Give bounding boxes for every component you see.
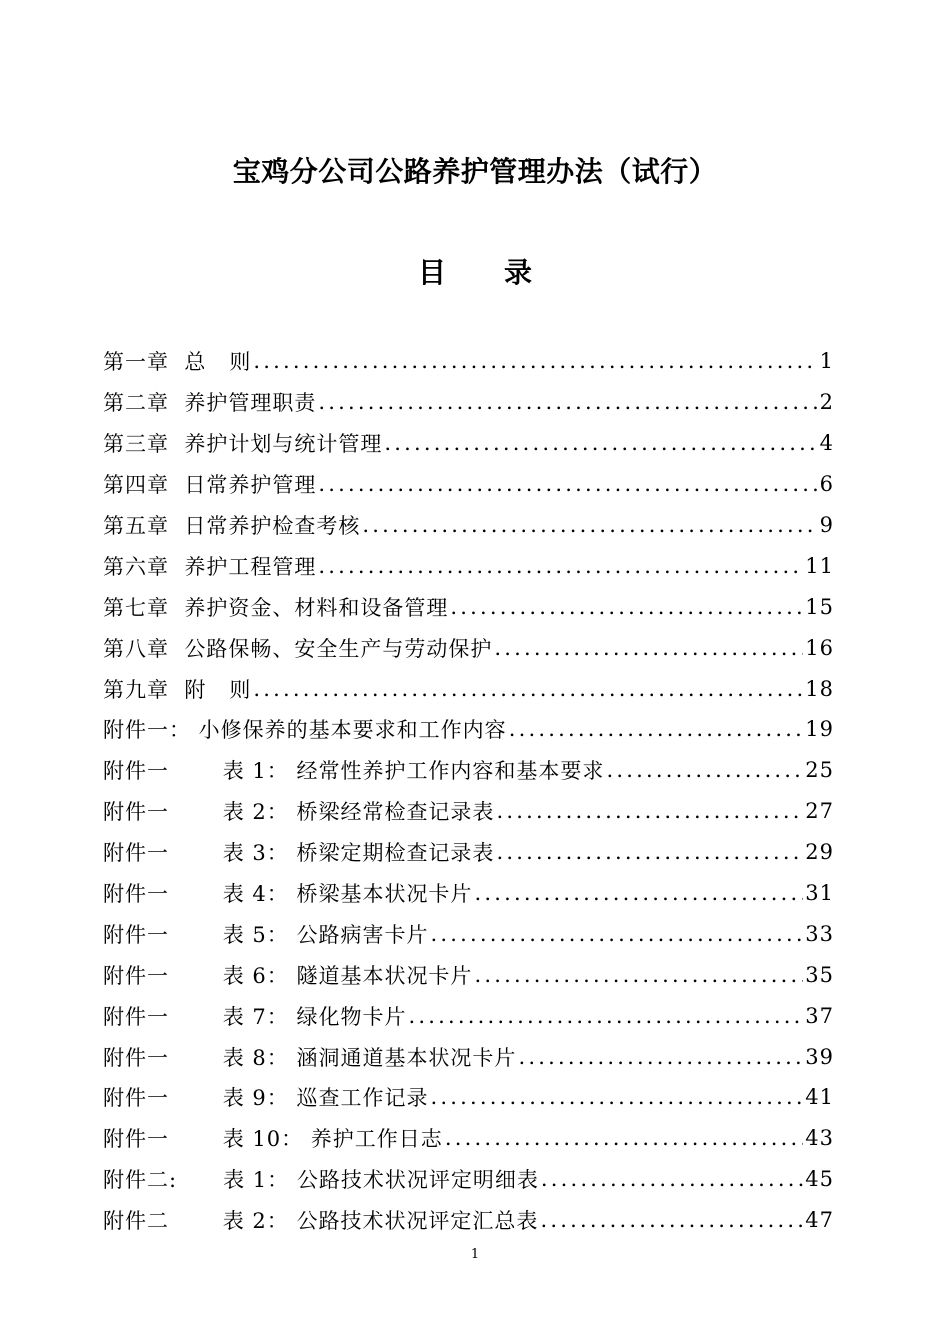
toc-entry[interactable] xyxy=(103,1118,834,1159)
toc-entry-label: 第三章 养护计划与统计管理 xyxy=(103,432,383,457)
toc-entry-page: 15 xyxy=(805,594,834,619)
toc-dot-leader xyxy=(450,595,803,619)
toc-entry-label: 附件二 表 2： 公路技术状况评定汇总表 xyxy=(103,1209,539,1234)
toc-dot-leader xyxy=(253,677,803,701)
toc-entry-page: 43 xyxy=(805,1126,834,1151)
toc-entry-page: 19 xyxy=(805,717,834,742)
toc-entry-label: 附件一 表 6： 隧道基本状况卡片 xyxy=(103,963,473,988)
toc-dot-leader xyxy=(384,431,817,455)
toc-entry-page: 45 xyxy=(805,1167,834,1192)
toc-heading-char-1: 目 xyxy=(417,256,446,289)
toc-dot-leader xyxy=(408,1004,803,1028)
toc-dot-leader xyxy=(318,390,817,414)
toc-entry-label: 附件一 表 2： 桥梁经常检查记录表 xyxy=(103,800,495,825)
toc-entry-label: 附件一 表 8： 涵洞通道基本状况卡片 xyxy=(103,1045,517,1070)
toc-dot-leader xyxy=(474,963,803,987)
toc-entry-page: 29 xyxy=(805,840,834,865)
toc-entry[interactable] xyxy=(103,832,834,873)
toc-entry[interactable] xyxy=(103,586,834,627)
toc-entry[interactable] xyxy=(103,791,834,832)
toc-dot-leader xyxy=(518,1045,803,1069)
toc-entry[interactable] xyxy=(103,873,834,914)
document-title: 宝鸡分公司公路养护管理办法（试行） xyxy=(232,155,718,188)
page-number: 1 xyxy=(470,1247,480,1262)
toc-entry-page: 37 xyxy=(805,1003,834,1028)
toc-entry[interactable] xyxy=(103,382,834,423)
toc-entry-page: 33 xyxy=(805,921,834,946)
toc-dot-leader xyxy=(540,1208,803,1232)
toc-dot-leader xyxy=(606,758,803,782)
toc-entry-label: 附件一 表 1： 经常性养护工作内容和基本要求 xyxy=(103,759,605,784)
toc-entry[interactable] xyxy=(103,995,834,1036)
toc-heading xyxy=(0,253,950,293)
toc-entry[interactable] xyxy=(103,505,834,546)
toc-dot-leader xyxy=(362,513,817,537)
toc-heading-char-2: 录 xyxy=(504,256,533,289)
toc-entry-page: 4 xyxy=(819,431,834,456)
toc-entry-label: 第四章 日常养护管理 xyxy=(103,473,317,498)
toc-dot-leader xyxy=(430,922,803,946)
toc-entry-page: 41 xyxy=(805,1085,834,1110)
toc-entry-label: 第一章 总 则 xyxy=(103,350,252,375)
toc-entry-page: 18 xyxy=(805,676,834,701)
toc-entry[interactable] xyxy=(103,423,834,464)
table-of-contents xyxy=(103,341,834,1241)
toc-entry-page: 9 xyxy=(819,513,834,537)
toc-entry-label: 附件一： 小修保养的基本要求和工作内容 xyxy=(103,718,507,743)
toc-entry-page: 39 xyxy=(805,1044,834,1069)
toc-entry-label: 附件一 表 7： 绿化物卡片 xyxy=(103,1004,407,1029)
toc-entry-label: 附件一 表 9： 巡查工作记录 xyxy=(103,1086,429,1111)
toc-dot-leader xyxy=(318,554,803,578)
toc-dot-leader xyxy=(496,840,803,864)
toc-entry[interactable] xyxy=(103,1159,834,1200)
toc-entry-label: 第五章 日常养护检查考核 xyxy=(103,514,361,538)
toc-entry[interactable] xyxy=(103,341,834,382)
toc-entry-page: 27 xyxy=(805,799,834,824)
toc-entry-label: 第二章 养护管理职责 xyxy=(103,391,317,416)
toc-entry-page: 16 xyxy=(805,635,834,660)
toc-entry[interactable] xyxy=(103,464,834,505)
toc-entry[interactable] xyxy=(103,709,834,750)
toc-dot-leader xyxy=(541,1167,803,1191)
toc-dot-leader xyxy=(430,1085,803,1109)
toc-entry[interactable] xyxy=(103,668,834,709)
toc-entry[interactable] xyxy=(103,1036,834,1077)
toc-entry-page: 47 xyxy=(805,1208,834,1233)
toc-entry[interactable] xyxy=(103,1200,834,1241)
toc-entry-page: 1 xyxy=(819,349,834,374)
toc-entry[interactable] xyxy=(103,750,834,791)
toc-entry-page: 35 xyxy=(805,962,834,987)
toc-dot-leader xyxy=(474,881,803,905)
toc-dot-leader xyxy=(509,717,804,741)
toc-dot-leader xyxy=(445,1126,803,1150)
toc-entry[interactable] xyxy=(103,954,834,995)
toc-dot-leader xyxy=(318,472,817,496)
toc-entry-label: 附件一 表 3： 桥梁定期检查记录表 xyxy=(103,841,495,866)
toc-entry-label: 附件一 表 5： 公路病害卡片 xyxy=(103,922,429,947)
toc-entry[interactable] xyxy=(103,627,834,668)
toc-entry-label: 第七章 养护资金、材料和设备管理 xyxy=(103,595,449,620)
toc-dot-leader xyxy=(253,349,817,373)
toc-entry-label: 附件二: 表 1： 公路技术状况评定明细表 xyxy=(103,1168,539,1193)
toc-entry-page: 31 xyxy=(805,881,834,906)
toc-entry-label: 附件一 表 10： 养护工作日志 xyxy=(103,1127,443,1152)
toc-entry-label: 附件一 表 4： 桥梁基本状况卡片 xyxy=(103,882,473,907)
toc-entry[interactable] xyxy=(103,1077,834,1118)
toc-entry-page: 6 xyxy=(819,472,834,497)
toc-entry[interactable] xyxy=(103,545,834,586)
toc-entry-label: 第六章 养护工程管理 xyxy=(103,554,317,579)
toc-entry-label: 第八章 公路保畅、安全生产与劳动保护 xyxy=(103,636,493,661)
toc-entry-page: 2 xyxy=(819,390,834,415)
toc-dot-leader xyxy=(496,799,803,823)
toc-entry[interactable] xyxy=(103,913,834,954)
toc-entry-label: 第九章 附 则 xyxy=(103,677,252,702)
toc-entry-page: 25 xyxy=(805,758,834,783)
toc-entry-page: 11 xyxy=(805,553,834,578)
toc-dot-leader xyxy=(494,636,803,660)
